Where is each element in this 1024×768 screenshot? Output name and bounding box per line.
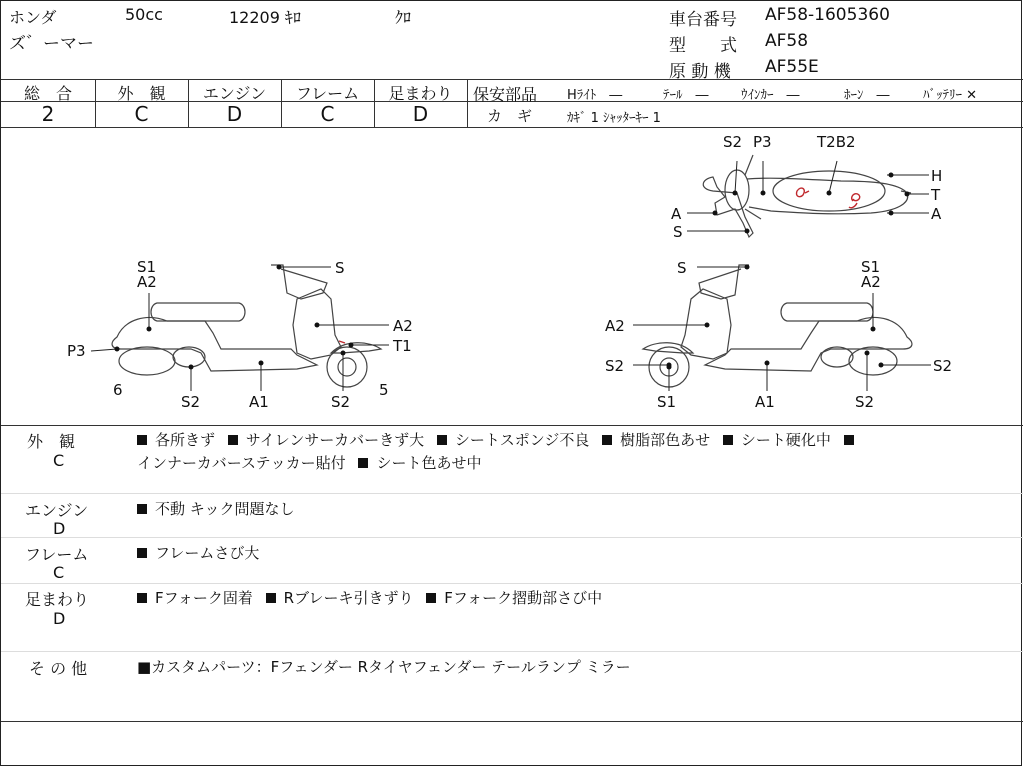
safety-label: 保安部品	[473, 85, 538, 104]
notes-other-text: ■カスタムパーツ：Fフェンダー Rタイヤフェンダー テールランプ ミラー	[137, 658, 631, 676]
list-item: シート色あせ中	[358, 454, 481, 472]
notes-frame-items	[137, 542, 267, 563]
list-item: Rブレーキ引きずり	[266, 589, 414, 607]
notes-engine-items	[137, 498, 302, 519]
overall-grade: 2	[41, 102, 55, 126]
suspension-grade: D	[412, 102, 429, 126]
label-s2: S2	[723, 133, 743, 151]
divider	[1, 583, 1023, 584]
label-s: S	[677, 259, 687, 277]
notes-exterior-label: 外 観	[27, 432, 76, 451]
label-a2: A2	[605, 317, 625, 335]
label-s1: S1	[657, 393, 677, 411]
label-s: S	[335, 259, 345, 277]
label-a2: A2	[393, 317, 413, 335]
notes-frame-label: フレーム	[25, 545, 89, 564]
label-s2: S2	[181, 393, 201, 411]
list-item: Fフォーク固着	[137, 589, 253, 607]
engine-model: AF55E	[765, 57, 819, 77]
divider	[1, 493, 1023, 494]
notes-suspension-label: 足まわり	[25, 590, 90, 609]
list-item: シートスポンジ不良	[437, 431, 589, 449]
label-s1: S1	[137, 258, 157, 276]
notes-suspension-items	[137, 587, 610, 608]
engine-label: 原 動 機	[669, 62, 731, 82]
notes-engine-label: エンジン	[25, 501, 89, 520]
label-a2: A2	[137, 273, 157, 291]
notes-frame-grade: C	[53, 563, 65, 582]
overall-label: 総 合	[23, 84, 72, 103]
label-s2: S2	[933, 357, 953, 375]
list-item: 各所きず	[137, 431, 215, 449]
label-a1: A1	[755, 393, 775, 411]
frame-no-label: 車台番号	[669, 10, 737, 30]
notes-other-label: そ の 他	[29, 659, 88, 678]
displacement: 50cc	[125, 5, 163, 24]
frame-grade-label: フレーム	[295, 84, 360, 103]
label-t: T	[931, 186, 941, 204]
label-s1: S1	[861, 258, 881, 276]
safety-winker: ｳｲﾝｶｰ ―	[741, 88, 800, 103]
list-item: 樹脂部色あせ	[602, 431, 710, 449]
color: ｸﾛ	[395, 8, 412, 27]
divider	[1, 721, 1023, 722]
label-6: 6	[113, 381, 123, 399]
divider	[1, 537, 1023, 538]
model-name: ズ゛ーマー	[9, 34, 94, 54]
label-p3: P3	[753, 133, 772, 151]
maker: ホンダ	[9, 8, 57, 27]
divider	[1, 651, 1023, 652]
label-s2: S2	[605, 357, 625, 375]
engine-grade: D	[226, 102, 243, 126]
list-item: フレームさび大	[137, 544, 259, 562]
notes-suspension-grade: D	[53, 609, 66, 628]
mileage: 12209 ｷﾛ	[229, 8, 301, 27]
suspension-grade-label: 足まわり	[388, 84, 453, 103]
notes-engine-grade: D	[53, 519, 66, 538]
damage-diagram	[1, 127, 1023, 425]
safety-battery: ﾊﾞｯﾃﾘｰ ✕	[923, 88, 978, 103]
label-a: A	[671, 205, 682, 223]
type-value: AF58	[765, 31, 809, 51]
divider	[1, 79, 1023, 80]
list-item: サイレンサーカバーきず大	[228, 431, 424, 449]
label-h: H	[931, 167, 943, 185]
label-5: 5	[379, 381, 389, 399]
list-item	[844, 431, 862, 449]
key-value: ｶｷﾞ 1 ｼｬｯﾀｰｷｰ 1	[567, 111, 661, 126]
list-item: Fフォーク摺動部さび中	[426, 589, 602, 607]
engine-grade-label: エンジン	[202, 84, 267, 103]
label-s: S	[673, 223, 683, 241]
label-a1: A1	[249, 393, 269, 411]
label-a2: A2	[861, 273, 881, 291]
label-s2: S2	[331, 393, 351, 411]
divider	[467, 79, 468, 127]
type-label: 型 式	[669, 36, 737, 56]
list-item: 不動 キック問題なし	[137, 500, 294, 518]
exterior-label: 外 観	[117, 84, 166, 103]
key-label: カ ギ	[487, 107, 533, 125]
label-t2b2: T2B2	[817, 133, 856, 151]
safety-headlight: Hﾗｲﾄ ―	[567, 88, 623, 103]
frame-grade: C	[320, 102, 335, 126]
label-t1: T1	[393, 337, 412, 355]
scooter-top-view	[703, 155, 911, 237]
frame-no: AF58-1605360	[765, 5, 890, 25]
notes-exterior-items	[137, 429, 1017, 475]
label-p3: P3	[67, 342, 86, 360]
label-a: A	[931, 205, 942, 223]
notes-exterior-grade: C	[53, 451, 65, 470]
list-item: シート硬化中	[723, 431, 831, 449]
exterior-grade: C	[134, 102, 149, 126]
safety-horn: ﾎｰﾝ ―	[844, 88, 890, 103]
safety-taillight: ﾃｰﾙ ―	[663, 88, 709, 103]
list-item: インナーカバーステッカー貼付	[137, 454, 346, 472]
divider	[1, 425, 1023, 426]
label-s2: S2	[855, 393, 875, 411]
